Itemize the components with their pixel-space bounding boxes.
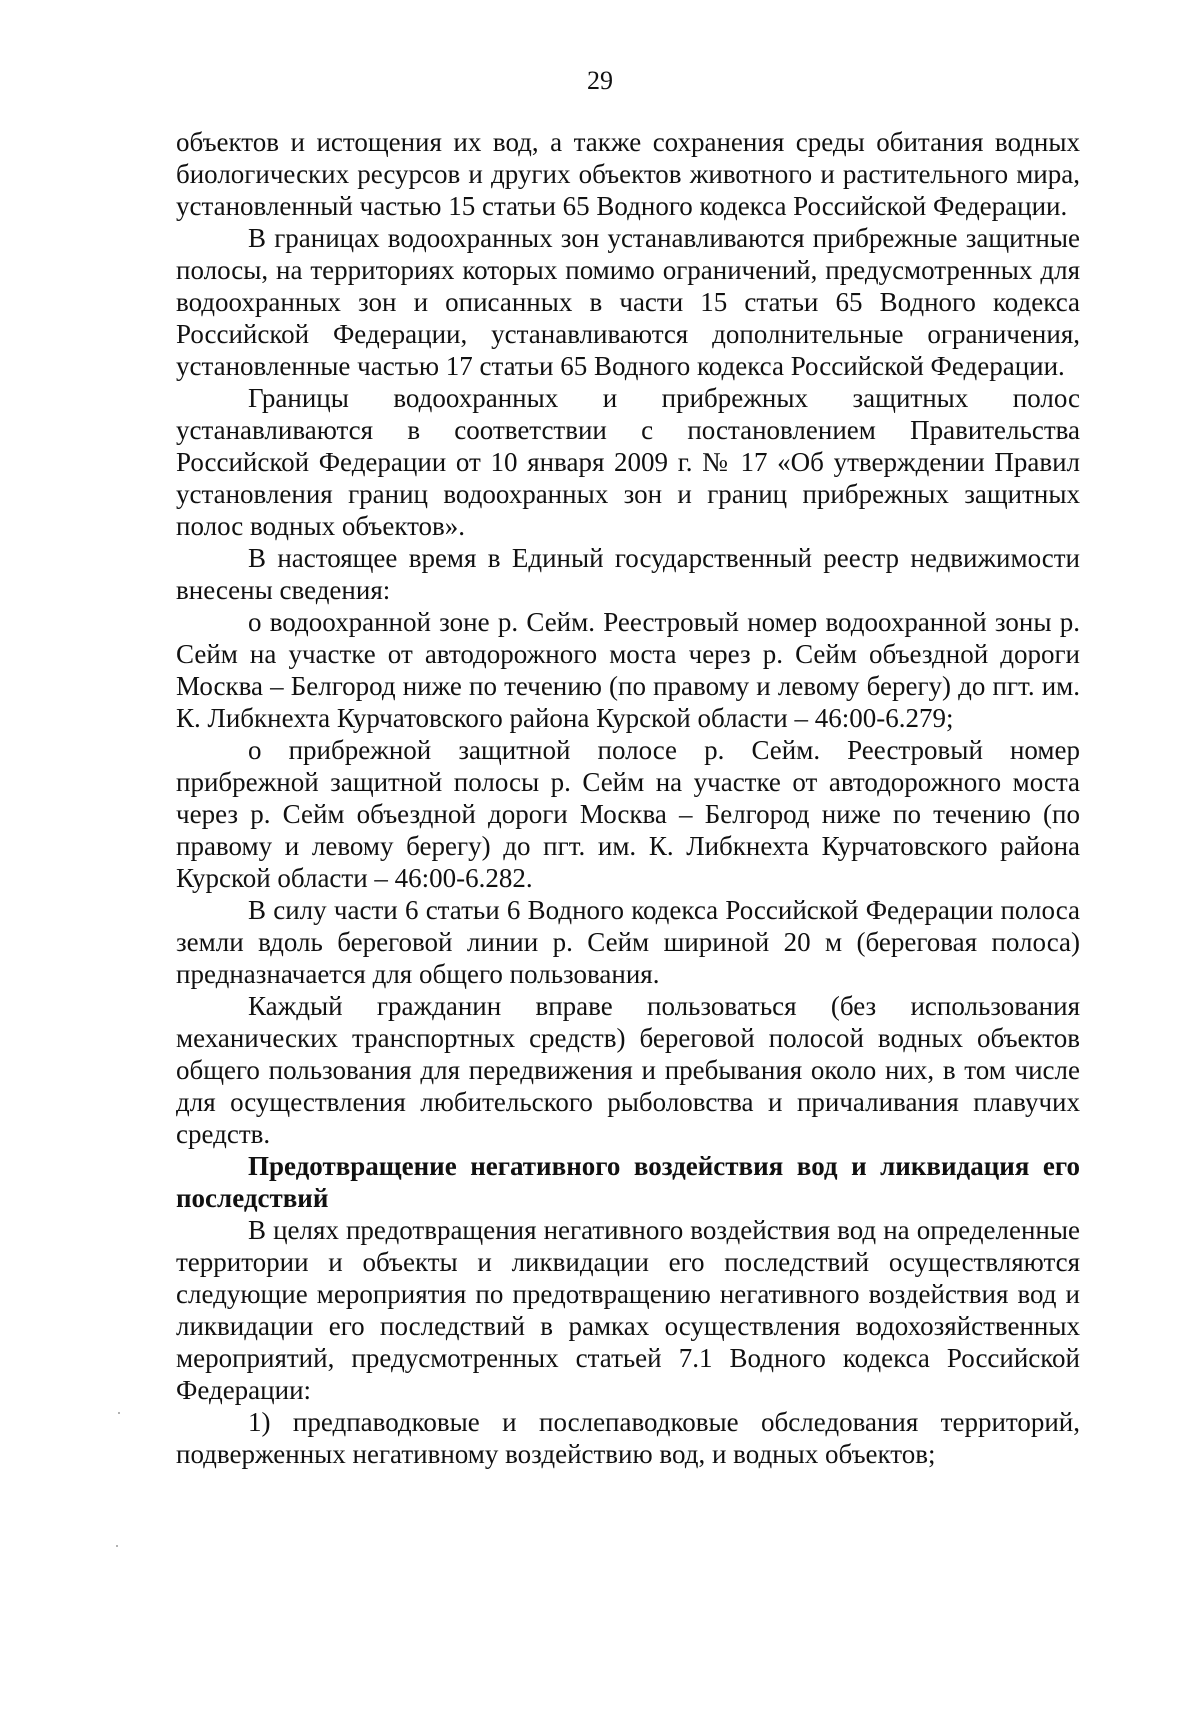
scan-artifact-dot <box>118 1412 120 1414</box>
scan-artifact-dot <box>116 1545 118 1547</box>
paragraph-shore-strip: В силу части 6 статьи 6 Водного кодекса Российской Федерации полоса земли вдоль береговой линии р. Сейм шириной 20 м (береговая полоса) предназначается для общего пользования. <box>176 895 1080 989</box>
document-body <box>176 126 1080 1470</box>
paragraph-registry-intro: В настоящее время в Единый государственный реестр недвижимости внесены сведения: <box>176 543 1080 605</box>
paragraph-prevention-measures: В целях предотвращения негативного воздействия вод на определенные территории и объекты и ликвидации его последствий осуществляются следующие мероприятия по предотвращению негативного воздействия вод и ликвидации его последствий в рамках осуществления водохозяйственных мероприятий, предусмотренных статьей 7.1 Водного кодекса Российской Федерации: <box>176 1215 1080 1405</box>
section-heading: Предотвращение негативного воздействия вод и ликвидация его последствий <box>176 1151 1080 1213</box>
page-number: 29 <box>587 66 613 95</box>
paragraph-continuation: объектов и истощения их вод, а также сохранения среды обитания водных биологических ресурсов и других объектов животного и растительного мира, установленный частью 15 статьи 65 Водного кодекса Российской Федерации. <box>176 127 1080 221</box>
paragraph-boundaries: Границы водоохранных и прибрежных защитных полос устанавливаются в соответствии с постановлением Правительства Российской Федерации от 10 января 2009 г. № 17 «Об утверждении Правил установления границ водоохранных зон и границ прибрежных защитных полос водных объектов». <box>176 383 1080 541</box>
paragraph-water-protection-zone: о водоохранной зоне р. Сейм. Реестровый номер водоохранной зоны р. Сейм на участке от автодорожного моста через р. Сейм объездной дороги Москва – Белгород ниже по течению (по правому и левому берегу) до пгт. им. К. Либкнехта Курчатовского района Курской области – 46:00-6.279; <box>176 607 1080 733</box>
paragraph-citizen-rights: Каждый гражданин вправе пользоваться (без использования механических транспортных средств) береговой полосой водных объектов общего пользования для передвижения и пребывания около них, в том числе для осуществления любительского рыболовства и причаливания плавучих средств. <box>176 991 1080 1149</box>
paragraph-coastal-strip-registry: о прибрежной защитной полосе р. Сейм. Реестровый номер прибрежной защитной полосы р. Сейм на участке от автодорожного моста через р. Сейм объездной дороги Москва – Белгород ниже по течению (по правому и левому берегу) до пгт. им. К. Либкнехта Курчатовского района Курской области – 46:00-6.282. <box>176 735 1080 893</box>
paragraph-coastal-protective-strips: В границах водоохранных зон устанавливаются прибрежные защитные полосы, на территориях которых помимо ограничений, предусмотренных для водоохранных зон и описанных в части 15 статьи 65 Водного кодекса Российской Федерации, устанавливаются дополнительные ограничения, установленные частью 17 статьи 65 Водного кодекса Российской Федерации. <box>176 223 1080 381</box>
list-item-1: 1) предпаводковые и послепаводковые обследования территорий, подверженных негативному воздействию вод, и водных объектов; <box>176 1407 1080 1469</box>
